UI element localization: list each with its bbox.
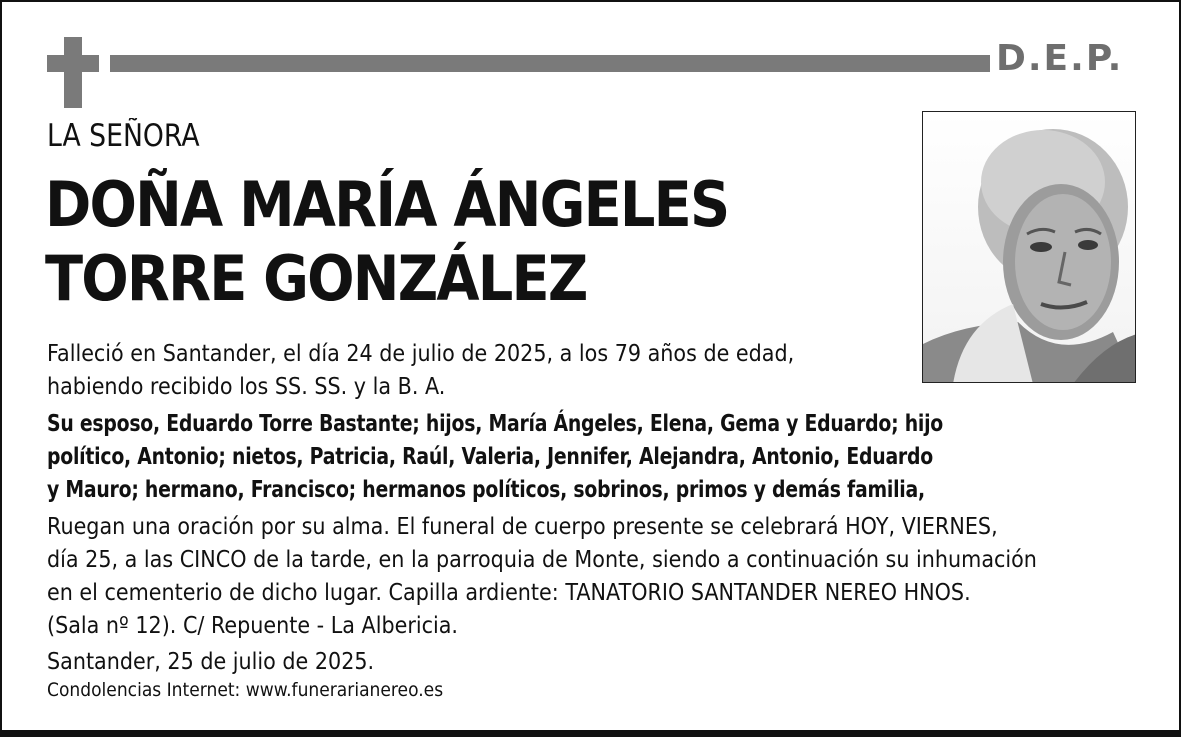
funeral-info <box>47 511 1037 643</box>
death-info-line1: Falleció en Santander, el día 24 de julio de 2025, a los 79 años de edad, <box>47 341 795 367</box>
deceased-title: LA SEÑORA <box>47 118 200 154</box>
date-line: Santander, 25 de julio de 2025. <box>47 649 375 675</box>
death-info-line2: habiendo recibido los SS. SS. y la B. A. <box>47 374 446 400</box>
death-info <box>47 338 794 404</box>
family-list-line1: Su esposo, Eduardo Torre Bastante; hijos, María Ángeles, Elena, Gema y Eduardo; hijo <box>47 411 944 437</box>
dep-label: D.E.P. <box>996 38 1124 79</box>
cross-icon-bar <box>47 55 99 72</box>
funeral-info-line3: en el cementerio de dicho lugar. Capilla ardiente: TANATORIO SANTANDER NEREO HNOS. <box>47 580 971 606</box>
funeral-info-line2: día 25, a las CINCO de la tarde, en la parroquia de Monte, siendo a continuación su inhumación <box>47 547 1037 573</box>
condolences-line: Condolencias Internet: www.funerarianereo.es <box>47 679 444 701</box>
bottom-border <box>0 730 1181 737</box>
family-list <box>47 408 943 507</box>
header-rule <box>110 55 990 72</box>
funeral-info-line1: Ruegan una oración por su alma. El funeral de cuerpo presente se celebrará HOY, VIERNES, <box>47 514 998 540</box>
family-list-line3: y Mauro; hermano, Francisco; hermanos políticos, sobrinos, primos y demás familia, <box>47 477 925 503</box>
cross-icon <box>64 37 82 108</box>
deceased-name-line2: TORRE GONZÁLEZ <box>45 242 587 315</box>
portrait-photo <box>922 111 1136 383</box>
deceased-name <box>45 168 728 316</box>
family-list-line2: político, Antonio; nietos, Patricia, Raúl, Valeria, Jennifer, Alejandra, Antonio, Eduardo <box>47 444 933 470</box>
deceased-name-line1: DOÑA MARÍA ÁNGELES <box>45 168 729 241</box>
funeral-info-line4: (Sala nº 12). C/ Repuente - La Albericia. <box>47 613 458 639</box>
